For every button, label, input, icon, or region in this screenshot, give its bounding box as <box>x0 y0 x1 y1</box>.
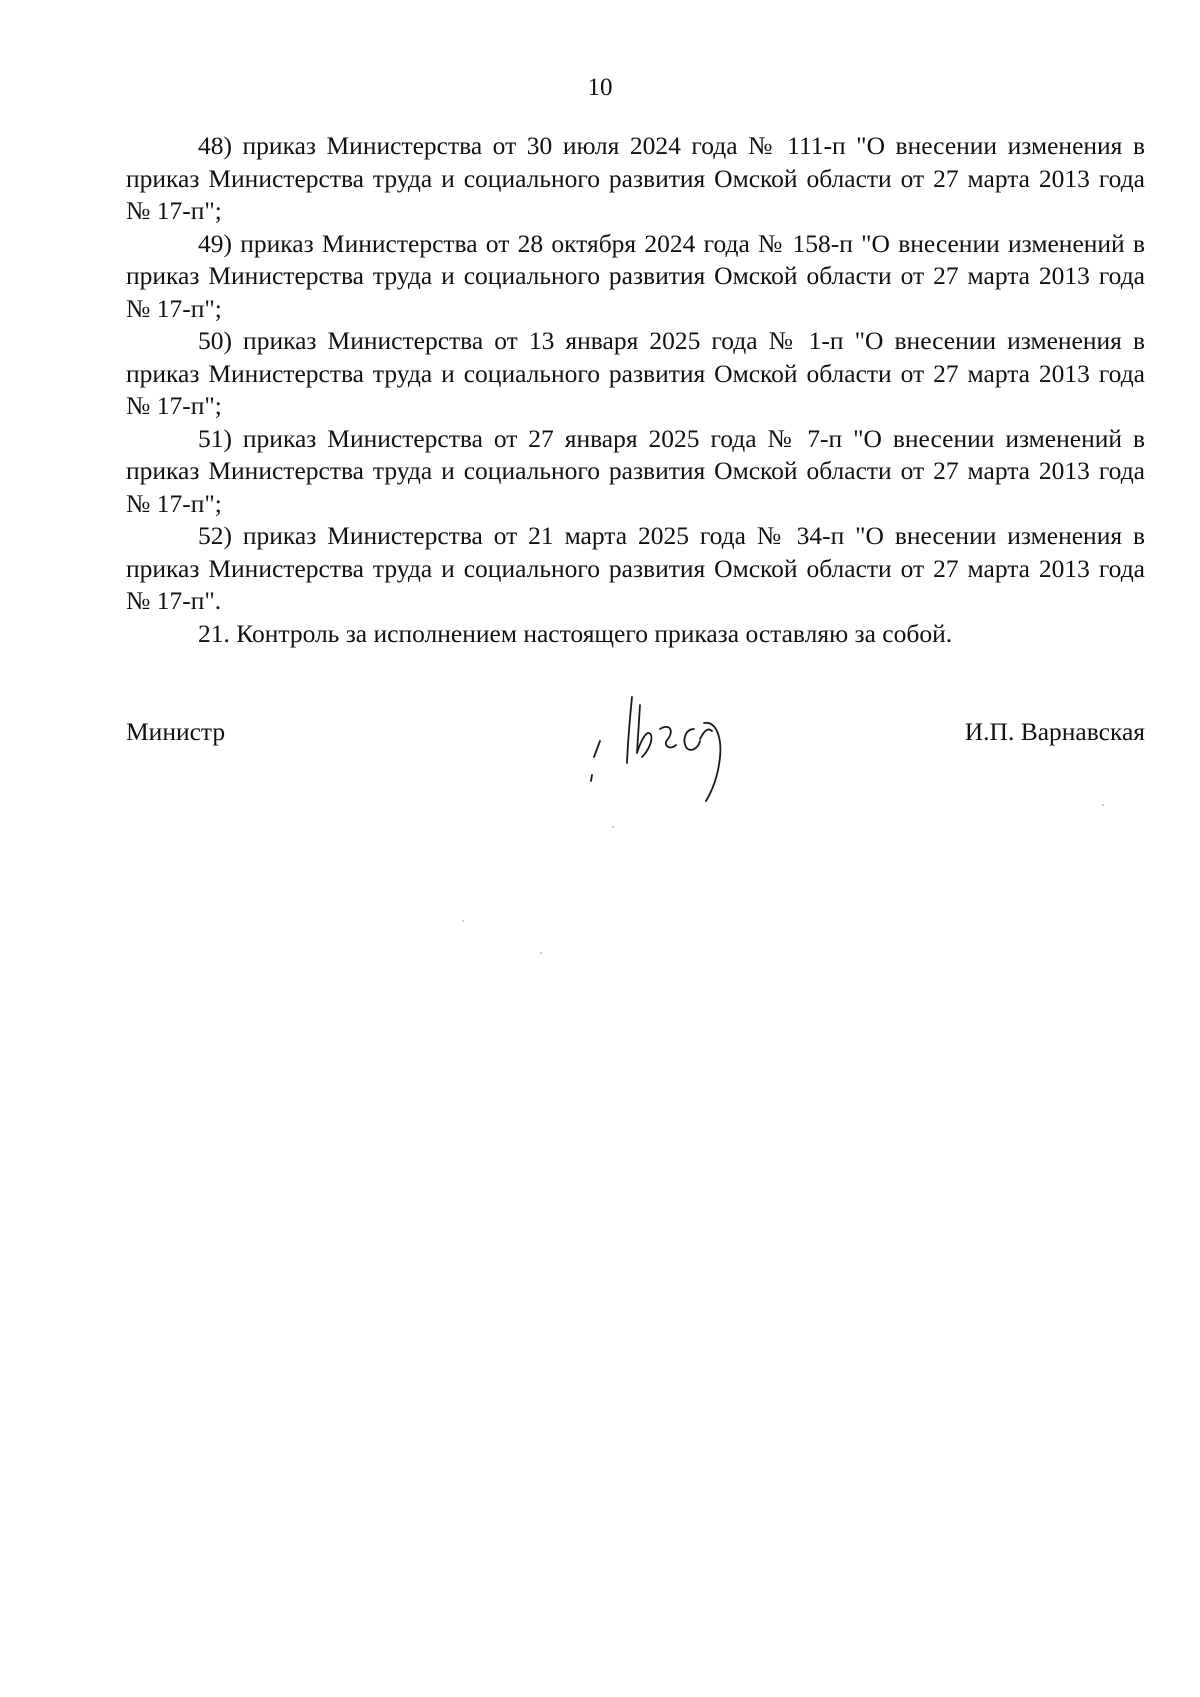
page-number: 10 <box>587 74 613 101</box>
scan-speck <box>1102 804 1104 806</box>
list-item-49: 49) приказ Министерства от 28 октября 2024 года № 158-п "О внесении изменений в приказ Министерства труда и социального развития Омской области от 27 марта 2013 года № 17-п"; <box>126 228 1145 323</box>
scan-speck <box>540 952 542 954</box>
scan-speck <box>462 920 464 922</box>
signatory-name: И.П. Варнавская <box>964 717 1145 746</box>
list-item-51: 51) приказ Министерства от 27 января 2025 года № 7-п "О внесении изменений в приказ Министерства труда и социального развития Омской области от 27 марта 2013 года № 17-п"; <box>126 423 1145 518</box>
signatory-position: Министр <box>126 717 226 746</box>
document-body <box>126 130 1145 650</box>
scan-speck <box>612 826 614 828</box>
list-item-48: 48) приказ Министерства от 30 июля 2024 года № 111-п "О внесении изменения в приказ Министерства труда и социального развития Омской области от 27 марта 2013 года № 17-п"; <box>126 131 1145 225</box>
clause-21: 21. Контроль за исполнением настоящего приказа оставляю за собой. <box>198 618 953 648</box>
list-item-50: 50) приказ Министерства от 13 января 2025 года № 1-п "О внесении изменения в приказ Министерства труда и социального развития Омской области от 27 марта 2013 года № 17-п"; <box>126 326 1145 420</box>
handwritten-signature <box>590 679 740 809</box>
list-item-52: 52) приказ Министерства от 21 марта 2025 года № 34-п "О внесении изменения в приказ Министерства труда и социального развития Омской области от 27 марта 2013 года № 17-п". <box>126 521 1145 615</box>
signature-block <box>126 685 1145 815</box>
